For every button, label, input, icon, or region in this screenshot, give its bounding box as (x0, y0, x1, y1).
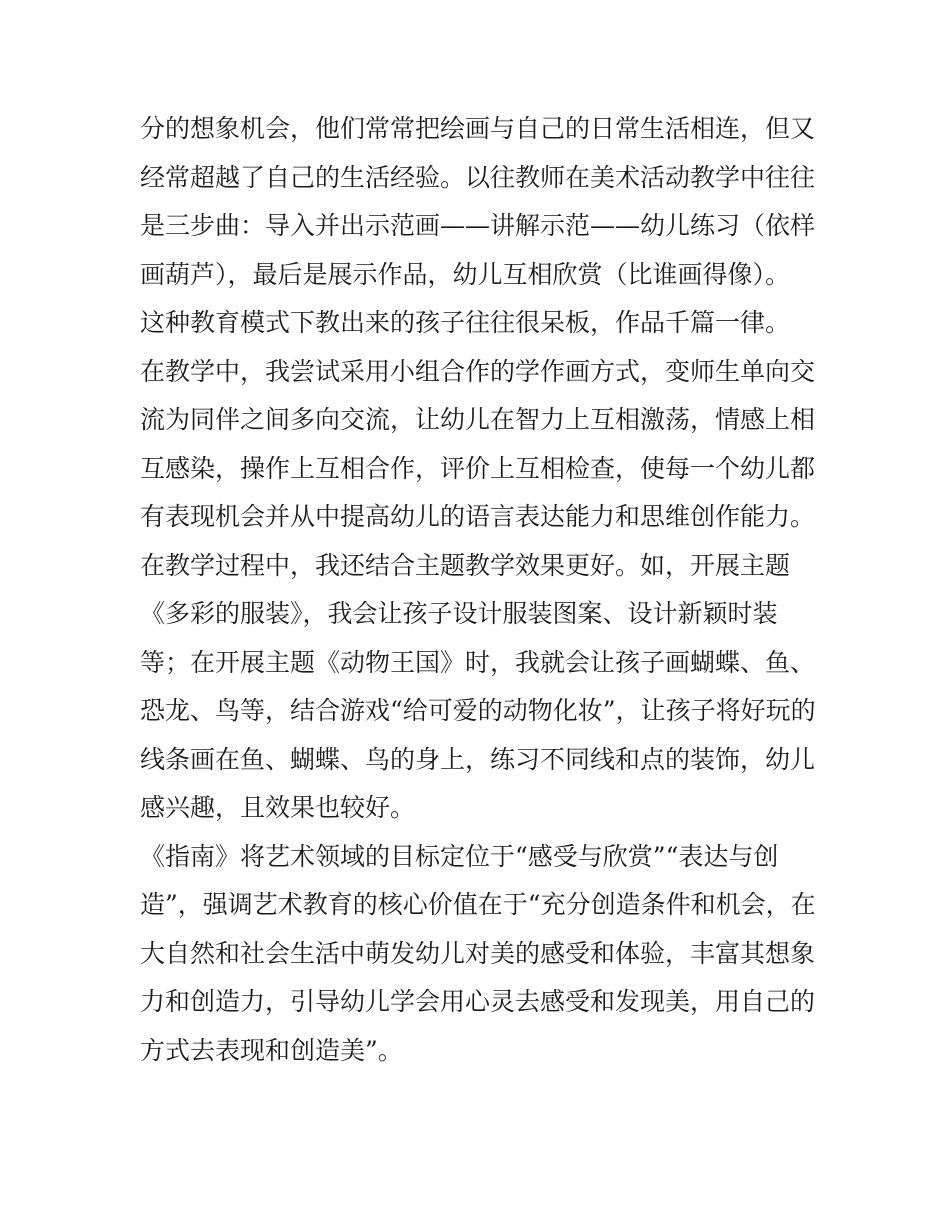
text-line: 等；在开展主题《动物王国》时，我就会让孩子画蝴蝶、鱼、 (140, 647, 816, 677)
text-line: 方式去表现和创造美”。 (140, 1035, 403, 1065)
text-line: 这种教育模式下教出来的孩子往往很呆板，作品千篇一律。 (140, 308, 791, 337)
text-line: 是三步曲：导入并出示范画——讲解示范——幼儿练习（依样 (140, 211, 816, 240)
text-line: 画葫芦），最后是展示作品，幼儿互相欣赏（比谁画得像）。 (140, 259, 791, 289)
text-line: 《多彩的服装》，我会让孩子设计服装图案、设计新颖时装 (140, 599, 778, 628)
text-line: 流为同伴之间多向交流，让幼儿在智力上互相激荡，情感上相 (140, 405, 816, 434)
text-line: 在教学中，我尝试采用小组合作的学作画方式，变师生单向交 (140, 356, 816, 386)
text-line: 互感染，操作上互相合作，评价上互相检查，使每一个幼儿都 (140, 453, 816, 483)
text-line: 在教学过程中，我还结合主题教学效果更好。如，开展主题 (140, 550, 791, 580)
text-line: 力和创造力，引导幼儿学会用心灵去感受和发现美，用自己的 (140, 987, 816, 1016)
text-line: 线条画在鱼、蝴蝶、鸟的身上，练习不同线和点的装饰，幼儿 (140, 744, 816, 774)
text-line: 恐龙、鸟等，结合游戏“给可爱的动物化妆”，让孩子将好玩的 (140, 696, 816, 725)
text-line: 造”，强调艺术教育的核心价值在于“充分创造条件和机会，在 (140, 890, 816, 919)
text-line: 《指南》将艺术领域的目标定位于“感受与欣赏”“表达与创 (140, 841, 779, 871)
text-line: 分的想象机会，他们常常把绘画与自己的日常生活相连，但又 (140, 114, 816, 143)
text-line: 感兴趣，且效果也较好。 (140, 793, 416, 822)
text-line: 有表现机会并从中提高幼儿的语言表达能力和思维创作能力。 (140, 502, 816, 531)
text-line: 经常超越了自己的生活经验。以往教师在美术活动教学中往往 (140, 162, 816, 192)
body-text (140, 105, 820, 1075)
text-line: 大自然和社会生活中萌发幼儿对美的感受和体验，丰富其想象 (140, 938, 816, 968)
